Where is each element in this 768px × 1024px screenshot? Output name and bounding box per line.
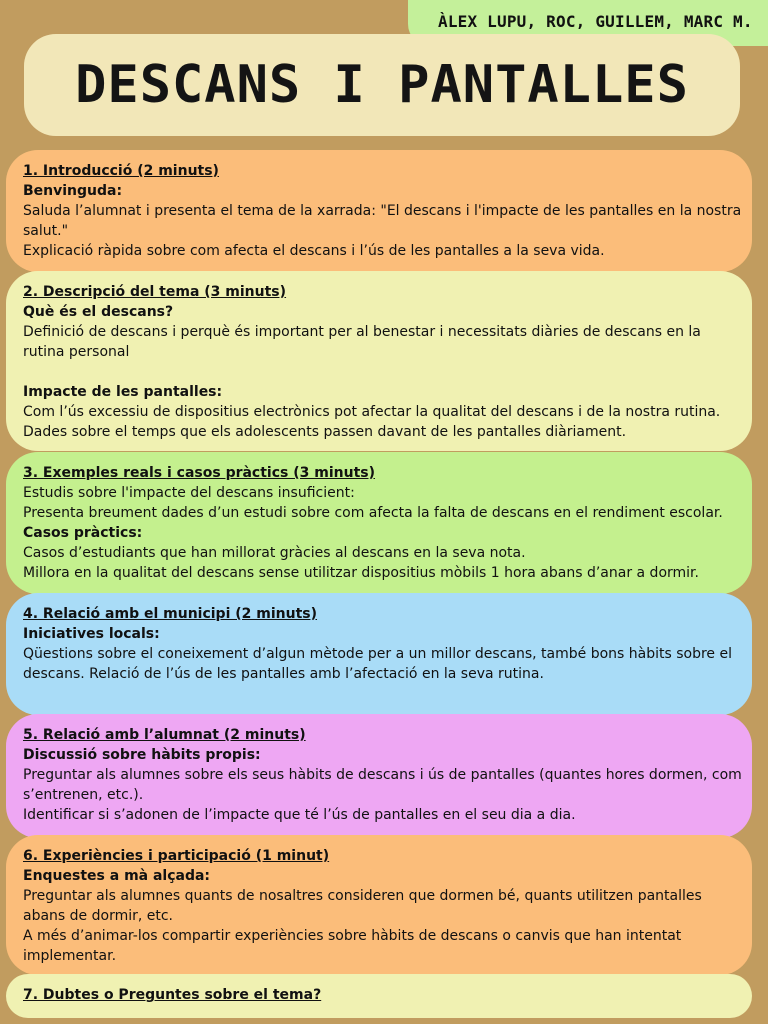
section-heading: 3. Exemples reals i casos pràctics (3 minuts) bbox=[23, 465, 375, 481]
section-heading: 4. Relació amb el municipi (2 minuts) bbox=[23, 606, 318, 622]
section-text: A més d’animar-los compartir experiències sobre hàbits de descans o canvis que han intentat implementar. bbox=[23, 928, 682, 964]
section-subheading: Casos pràctics: bbox=[23, 525, 143, 541]
section-heading: 7. Dubtes o Preguntes sobre el tema? bbox=[23, 987, 322, 1003]
section-text: Presenta breument dades d’un estudi sobre com afecta la falta de descans en el rendiment escolar. bbox=[23, 505, 723, 521]
section-alumnat bbox=[6, 714, 752, 838]
section-text: Casos d’estudiants que han millorat gràcies al descans en la seva nota. bbox=[23, 545, 526, 561]
section-text: Preguntar als alumnes quants de nosaltres consideren que dormen bé, quants utilitzen pantalles abans de dormir, etc. bbox=[23, 888, 702, 924]
section-subheading: Discussió sobre hàbits propis: bbox=[23, 747, 261, 763]
section-text: Explicació ràpida sobre com afecta el descans i l’ús de les pantalles a la seva vida. bbox=[23, 243, 605, 259]
section-text: Com l’ús excessiu de dispositius electrònics pot afectar la qualitat del descans i de la nostra rutina. bbox=[23, 404, 721, 420]
section-text: Estudis sobre l'impacte del descans insuficient: bbox=[23, 485, 355, 501]
section-heading: 5. Relació amb l’alumnat (2 minuts) bbox=[23, 727, 306, 743]
section-heading: 2. Descripció del tema (3 minuts) bbox=[23, 284, 287, 300]
page-title: DESCANS I PANTALLES bbox=[75, 55, 689, 115]
section-text: Definició de descans i perquè és important per al benestar i necessitats diàries de descans en la rutina personal bbox=[23, 324, 701, 360]
section-municipi bbox=[6, 593, 752, 715]
section-introduccio bbox=[6, 150, 752, 272]
section-heading: 6. Experiències i participació (1 minut) bbox=[23, 848, 330, 864]
section-text: Preguntar als alumnes sobre els seus hàbits de descans i ús de pantalles (quantes hores dormen, com s’entrenen, etc.). bbox=[23, 767, 742, 803]
title-box bbox=[24, 34, 740, 136]
section-experiencies bbox=[6, 835, 752, 975]
section-exemples bbox=[6, 452, 752, 594]
section-text: Identificar si s’adonen de l’impacte que té l’ús de pantalles en el seu dia a dia. bbox=[23, 807, 576, 823]
section-subheading: Iniciatives locals: bbox=[23, 626, 160, 642]
section-subheading: Què és el descans? bbox=[23, 304, 174, 320]
section-dubtes bbox=[6, 974, 752, 1018]
section-descripcio bbox=[6, 271, 752, 451]
spacer bbox=[23, 362, 746, 382]
section-subheading: Enquestes a mà alçada: bbox=[23, 868, 211, 884]
authors-banner: ÀLEX LUPU, ROC, GUILLEM, MARC M. bbox=[408, 0, 768, 46]
section-text: Millora en la qualitat del descans sense utilitzar dispositius mòbils 1 hora abans d’anar a dormir. bbox=[23, 565, 699, 581]
section-heading: 1. Introducció (2 minuts) bbox=[23, 163, 219, 179]
section-subheading: Benvinguda: bbox=[23, 183, 123, 199]
section-text: Dades sobre el temps que els adolescents passen davant de les pantalles diàriament. bbox=[23, 424, 627, 440]
section-subheading: Impacte de les pantalles: bbox=[23, 384, 223, 400]
section-text: Saluda l’alumnat i presenta el tema de la xarrada: "El descans i l'impacte de les pantalles en la nostra salut." bbox=[23, 203, 742, 239]
section-text: Qüestions sobre el coneixement d’algun mètode per a un millor descans, també bons hàbits sobre el descans. Relació de l’ús de les pantalles amb l’afectació en la seva rutina. bbox=[23, 646, 732, 682]
